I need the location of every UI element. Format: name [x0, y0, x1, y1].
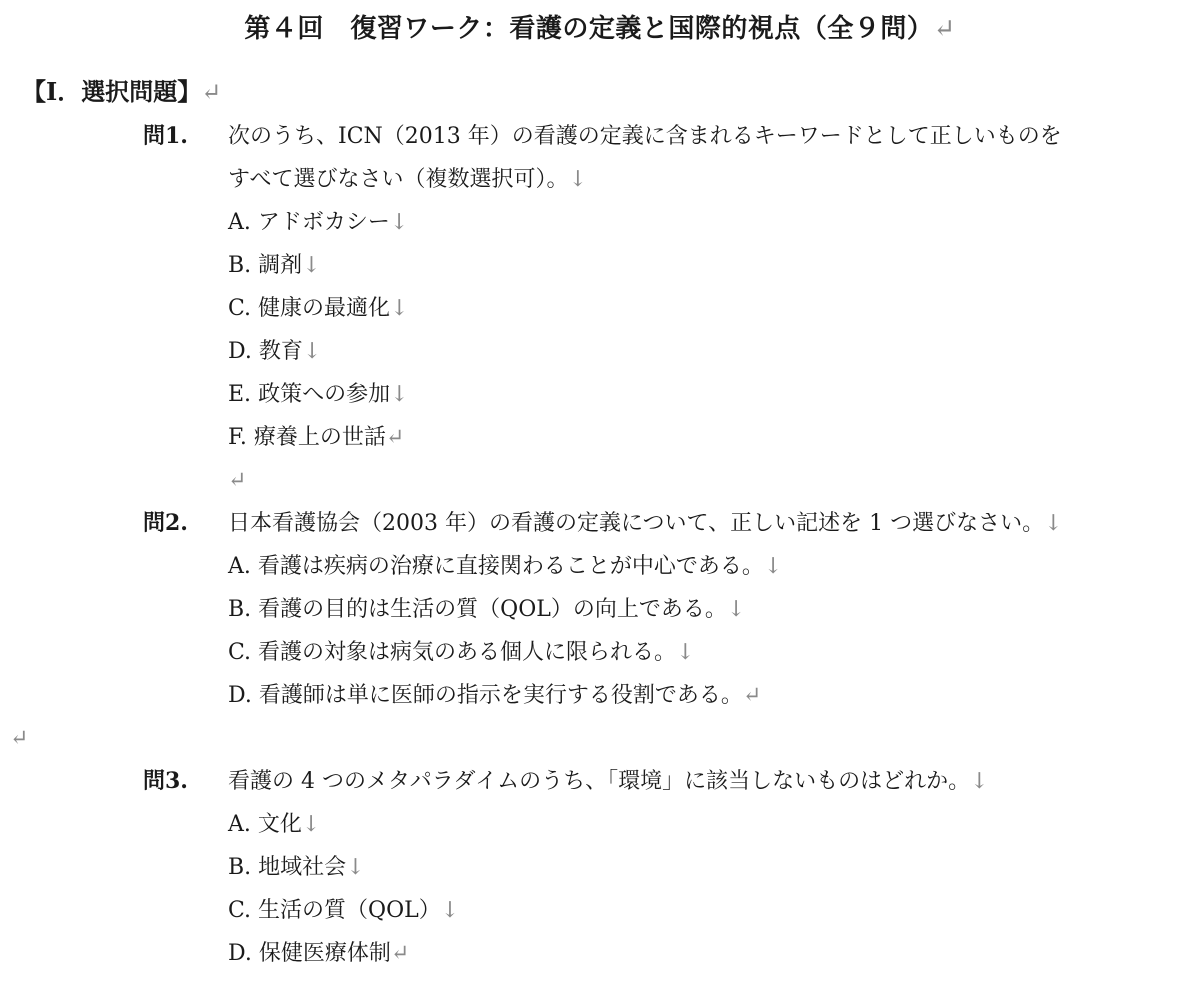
question-2-number: 問2.: [143, 510, 188, 536]
option-letter: D.: [228, 683, 252, 708]
option-text: 看護は疾病の治療に直接関わることが中心である。: [257, 554, 764, 579]
option-letter: D.: [228, 941, 252, 966]
option-letter: A.: [228, 812, 251, 837]
option-letter: A.: [228, 210, 251, 235]
option-text: 療養上の世話: [253, 425, 386, 450]
question-3-option-d: [228, 932, 409, 975]
section-heading: [22, 74, 221, 110]
question-1-option-b: [228, 244, 321, 287]
section-heading-text: 【Ⅰ．選択問題】: [22, 77, 202, 106]
option-text: 看護の目的は生活の質（QOL）の向上である。: [258, 597, 727, 622]
question-3-number: 問3.: [143, 768, 188, 794]
line-break-mark: ↓: [390, 296, 409, 321]
line-break-mark: ↓: [676, 640, 695, 665]
question-2-option-c: [228, 631, 695, 674]
line-break-mark: ↓: [726, 597, 746, 622]
paragraph-mark: ↵: [390, 941, 410, 966]
question-3-option-b: [228, 846, 365, 889]
option-text: 調剤: [258, 253, 303, 278]
option-letter: B.: [228, 253, 252, 278]
option-letter: A.: [228, 554, 251, 579]
question-1-number: 問1.: [143, 123, 188, 149]
line-break-mark: ↓: [302, 253, 321, 278]
option-letter: B.: [228, 855, 252, 880]
question-1-text-line-1: [228, 115, 1062, 158]
line-break-mark: ↓: [763, 554, 783, 579]
question-2-option-b: [228, 588, 745, 631]
line-break-mark: ↓: [301, 812, 321, 837]
question-3-option-a: [228, 803, 320, 846]
option-letter: D.: [228, 339, 252, 364]
question-text: すべて選びなさい（複数選択可）。: [228, 167, 569, 192]
question-3-text-line-1: [228, 760, 989, 803]
line-break-mark: ↓: [440, 898, 460, 923]
option-text: 地域社会: [258, 855, 347, 880]
option-text: 生活の質（QOL）: [258, 898, 441, 923]
page-title: [0, 10, 1200, 48]
question-2-option-d: [228, 674, 761, 717]
question-1-option-a: [228, 201, 408, 244]
line-break-mark: ↓: [346, 855, 365, 880]
option-text: 看護師は単に医師の指示を実行する役割である。: [258, 683, 743, 708]
paragraph-mark: ↵: [10, 726, 29, 751]
option-text: 健康の最適化: [258, 296, 391, 321]
paragraph-mark: ↵: [228, 468, 247, 493]
option-text: 政策への参加: [258, 382, 391, 407]
option-letter: E.: [228, 382, 252, 407]
line-break-mark: ↓: [568, 167, 587, 192]
question-text: 日本看護協会（2003 年）の看護の定義について、正しい記述を 1 つ選びなさい。: [228, 511, 1045, 536]
option-text: 教育: [258, 339, 303, 364]
question-1-text-line-2: [228, 158, 587, 201]
paragraph-mark: ↵: [742, 683, 762, 708]
question-2-option-a: [228, 545, 782, 588]
option-letter: F.: [228, 425, 247, 450]
question-3-option-c: [228, 889, 459, 932]
question-1-option-e: [228, 373, 409, 416]
empty-paragraph: [228, 459, 246, 502]
paragraph-mark: ↵: [933, 14, 956, 44]
option-text: 文化: [257, 812, 302, 837]
question-1-option-f: [228, 416, 404, 459]
option-text: 保健医療体制: [258, 941, 391, 966]
line-break-mark: ↓: [1044, 511, 1063, 536]
line-break-mark: ↓: [390, 382, 409, 407]
question-2-text-line-1: [228, 502, 1063, 545]
question-text: 次のうち、ICN（2013 年）の看護の定義に含まれるキーワードとして正しいものを: [228, 124, 1062, 149]
empty-paragraph: [10, 717, 28, 760]
line-break-mark: ↓: [389, 210, 409, 235]
question-text: 看護の 4 つのメタパラダイムのうち、「環境」に該当しないものはどれか。: [228, 769, 971, 794]
option-letter: C.: [228, 296, 252, 321]
option-text: アドボカシー: [257, 210, 390, 235]
title-text: 第４回 復習ワーク：看護の定義と国際的視点（全９問）: [244, 14, 934, 44]
paragraph-mark: ↵: [201, 78, 222, 106]
question-1-option-c: [228, 287, 409, 330]
option-letter: B.: [228, 597, 252, 622]
question-1-option-d: [228, 330, 321, 373]
line-break-mark: ↓: [970, 769, 989, 794]
option-letter: C.: [228, 898, 252, 923]
option-text: 看護の対象は病気のある個人に限られる。: [258, 640, 677, 665]
option-letter: C.: [228, 640, 252, 665]
paragraph-mark: ↵: [385, 425, 405, 450]
line-break-mark: ↓: [302, 339, 322, 364]
